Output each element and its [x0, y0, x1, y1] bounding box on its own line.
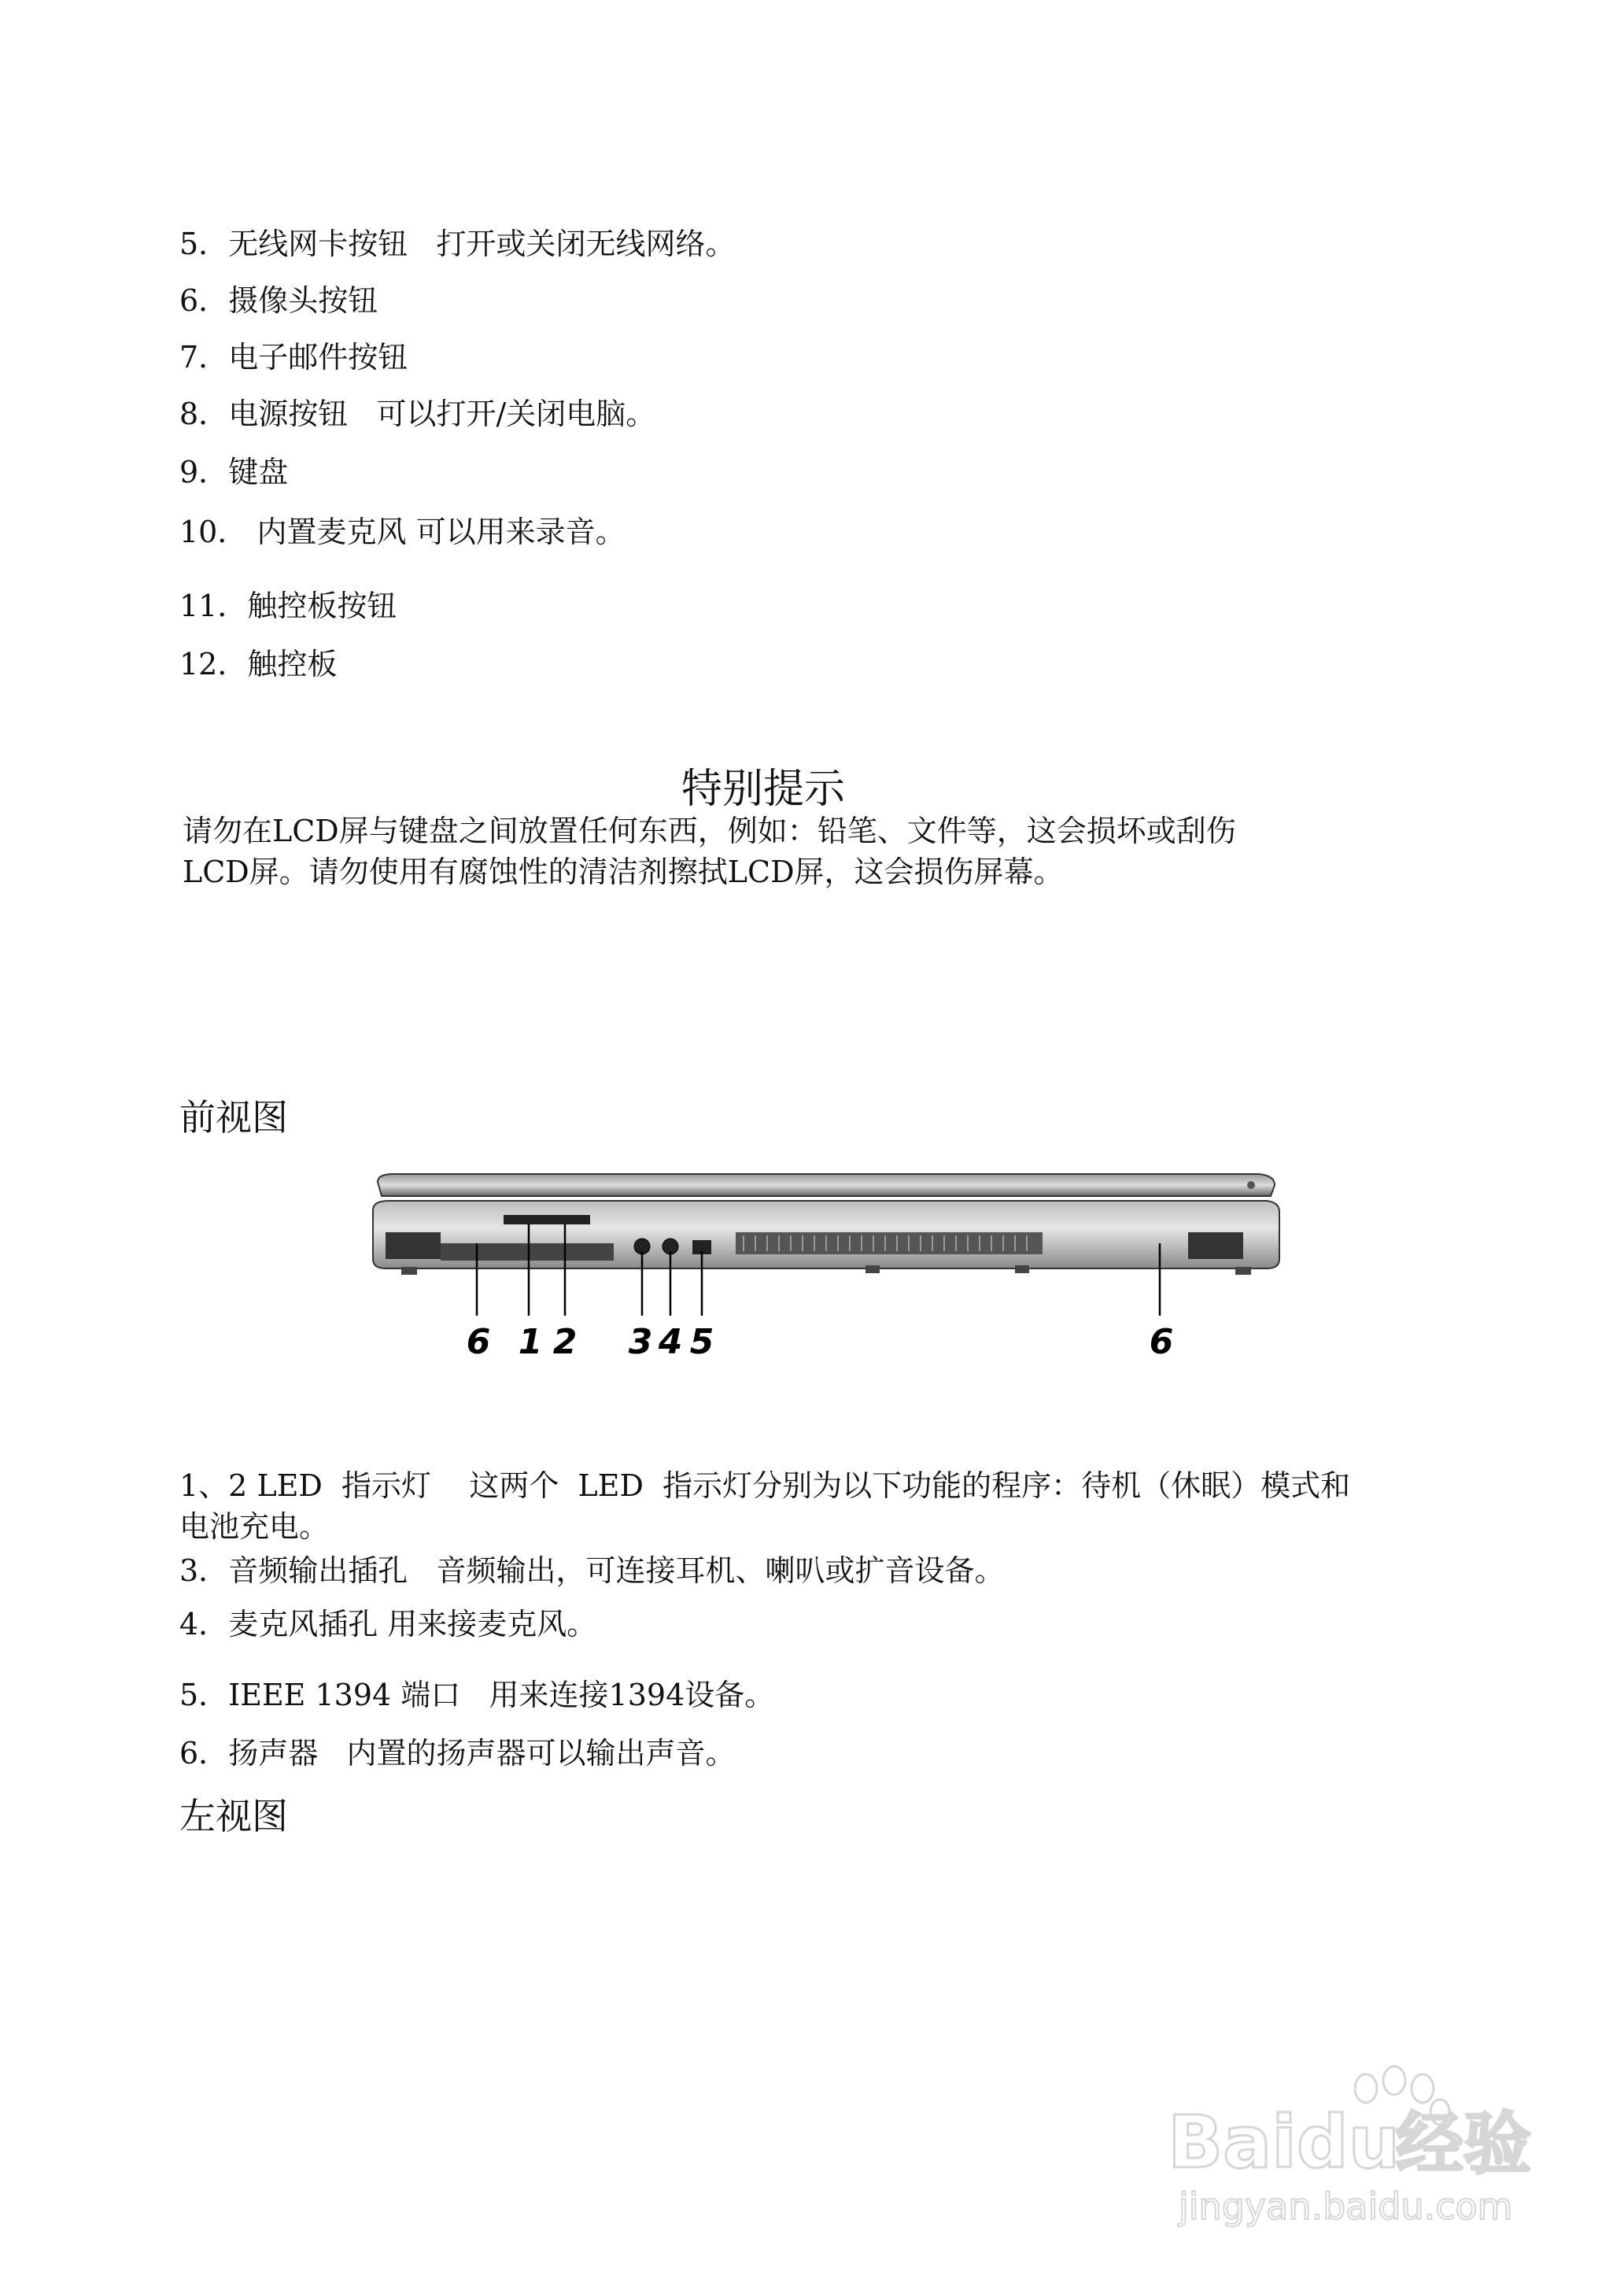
notice-line-2: LCD屏。请勿使用有腐蚀性的清洁剂擦拭LCD屏，这会损伤屏幕。: [183, 855, 1064, 889]
list-item: 9．键盘: [179, 455, 289, 489]
left-view-heading: 左视图: [179, 1795, 288, 1837]
vent-grill: [736, 1232, 1043, 1254]
baidu-watermark: [1160, 2057, 1569, 2238]
laptop-front-diagram: [362, 1165, 1290, 1369]
notice-line-1: 请勿在LCD屏与键盘之间放置任何东西，例如：铅笔、文件等，这会损坏或刮伤: [183, 814, 1236, 848]
list-item: 7．电子邮件按钮: [179, 340, 408, 375]
watermark-brand: Baidu: [1168, 2100, 1401, 2184]
list-item: 6．扬声器 内置的扬声器可以输出声音。: [179, 1736, 736, 1771]
list-item: 12．触控板: [179, 647, 338, 681]
laptop-lid: [378, 1174, 1275, 1196]
watermark-url: jingyan.baidu.com: [1179, 2185, 1513, 2228]
callout-4: 4: [658, 1322, 683, 1362]
list-item: 5．无线网卡按钮 打开或关闭无线网络。: [179, 227, 736, 261]
watermark-brand-cn: 经验: [1396, 2105, 1531, 2184]
list-item: 6．摄像头按钮: [179, 283, 378, 318]
speaker-left: [386, 1232, 441, 1259]
list-item: 11．触控板按钮: [179, 589, 397, 623]
list-item: 1、2 LED 指示灯 这两个 LED 指示灯分别为以下功能的程序：待机（休眠）模式和: [179, 1468, 1351, 1503]
list-item: 5．IEEE 1394 端口 用来连接1394设备。: [179, 1678, 775, 1712]
led-strip: [504, 1215, 590, 1224]
list-item: 3．音频输出插孔 音频输出，可连接耳机、喇叭或扩音设备。: [179, 1553, 1005, 1588]
callout-5: 5: [689, 1322, 714, 1362]
callout-2: 2: [552, 1322, 578, 1362]
list-item: 8．电源按钮 可以打开/关闭电脑。: [179, 397, 656, 431]
callout-3: 3: [628, 1322, 653, 1362]
notice-title: 特别提示: [681, 766, 845, 813]
front-view-heading: 前视图: [179, 1096, 288, 1139]
speaker-right: [1188, 1232, 1243, 1259]
list-item-continued: 电池充电。: [179, 1509, 330, 1544]
callout-6-left: 6: [466, 1322, 491, 1362]
list-item: 4．麦克风插孔 用来接麦克风。: [179, 1607, 597, 1641]
callout-1: 1: [518, 1322, 543, 1362]
callout-6-right: 6: [1149, 1322, 1174, 1362]
list-item: 10． 内置麦克风 可以用来录音。: [179, 515, 626, 549]
